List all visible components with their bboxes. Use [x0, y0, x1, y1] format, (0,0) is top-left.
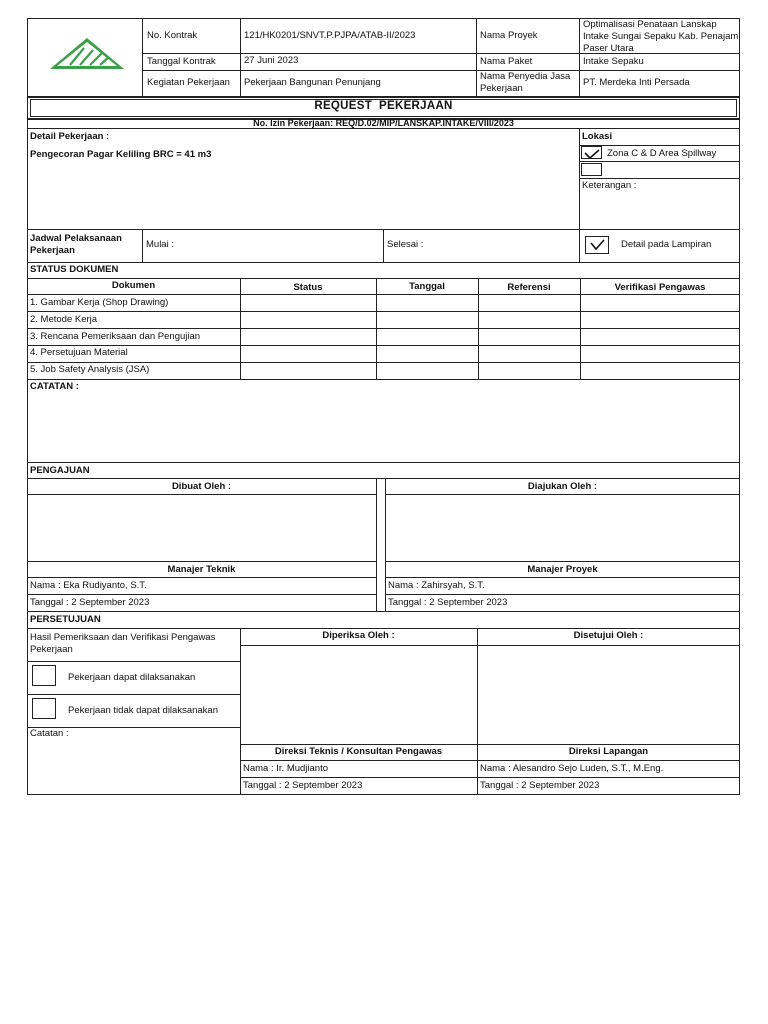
kegiatan-label: Kegiatan Pekerjaan	[147, 77, 230, 88]
diperiksa-oleh-label: Diperiksa Oleh :	[322, 630, 395, 641]
col-referensi: Referensi	[507, 282, 551, 293]
tanggal-kontrak-value: 27 Juni 2023	[244, 55, 299, 66]
hasil-pemeriksaan-label: Hasil Pemeriksaan dan Verifikasi Pengawas Pekerjaan	[30, 632, 216, 655]
lampiran-label: Detail pada Lampiran	[621, 239, 712, 250]
table-row: 4. Persetujuan Material	[30, 347, 128, 358]
lokasi-option2-checkbox[interactable]	[581, 163, 602, 176]
dibuat-oleh-label: Dibuat Oleh :	[171, 481, 232, 492]
lokasi-option1-label: Zona C & D Area Spillway	[607, 148, 717, 159]
table-row: 2. Metode Kerja	[30, 314, 98, 325]
page-title: REQUEST PEKERJAAN	[314, 100, 453, 112]
nama-paket-value: Intake Sepaku	[583, 56, 644, 67]
col-tanggal: Tanggal	[409, 281, 445, 292]
pengajuan-left-name: Nama : Eka Rudiyanto, S.T.	[30, 580, 147, 591]
mulai-label: Mulai :	[146, 239, 174, 250]
col-status: Status	[293, 282, 323, 293]
col-dokumen: Dokumen	[111, 280, 156, 291]
diajukan-oleh-label: Diajukan Oleh :	[527, 481, 598, 492]
nama-proyek-value: Optimalisasi Penataan Lanskap Intake Sungai Sepaku Kab. Penajam Paser Utara	[583, 19, 739, 54]
persetujuan-right-name: Nama : Alesandro Sejo Luden, S.T., M.Eng.	[480, 763, 664, 774]
penyedia-value: PT. Merdeka Inti Persada	[583, 77, 690, 88]
status-dokumen-label: STATUS DOKUMEN	[30, 264, 119, 275]
table-row: 5. Job Safety Analysis (JSA)	[30, 364, 150, 375]
no-kontrak-value: 121/HK0201/SNVT.P.PJPA/ATAB-II/2023	[244, 30, 416, 41]
company-logo	[48, 36, 126, 72]
pengajuan-right-role: Manajer Proyek	[527, 564, 598, 575]
pengajuan-right-name: Nama : Zahirsyah, S.T.	[388, 580, 485, 591]
no-kontrak-label: No. Kontrak	[147, 30, 198, 41]
dapat-dilaksanakan-label: Pekerjaan dapat dilaksanakan	[68, 672, 196, 683]
tidak-dilaksanakan-label: Pekerjaan tidak dapat dilaksanakan	[68, 705, 218, 716]
pengajuan-label: PENGAJUAN	[30, 465, 90, 476]
table-row: 3. Rencana Pemeriksaan dan Pengujian	[30, 331, 201, 342]
detail-value: Pengecoran Pagar Keliling BRC = 41 m3	[30, 149, 212, 160]
persetujuan-left-name: Nama : Ir. Mudjianto	[243, 763, 329, 774]
disetujui-oleh-label: Disetujui Oleh :	[573, 630, 644, 641]
pengajuan-left-date: Tanggal : 2 September 2023	[30, 597, 150, 608]
persetujuan-left-role: Direksi Teknis / Konsultan Pengawas	[274, 746, 443, 757]
kegiatan-value: Pekerjaan Bangunan Penunjang	[244, 77, 381, 88]
pengajuan-left-role: Manajer Teknik	[167, 564, 236, 575]
tanggal-kontrak-label: Tanggal Kontrak	[147, 56, 216, 67]
persetujuan-label: PERSETUJUAN	[30, 614, 101, 625]
keterangan-label: Keterangan :	[582, 180, 637, 191]
persetujuan-left-date: Tanggal : 2 September 2023	[243, 780, 363, 791]
lokasi-option1-checkbox[interactable]	[581, 146, 602, 159]
jadwal-label: Jadwal Pelaksanaan Pekerjaan	[30, 233, 122, 256]
col-verifikasi: Verifikasi Pengawas	[614, 282, 706, 293]
pengajuan-right-date: Tanggal : 2 September 2023	[388, 597, 508, 608]
selesai-label: Selesai :	[387, 239, 424, 250]
catatan-label: CATATAN :	[30, 381, 79, 392]
nama-paket-label: Nama Paket	[480, 56, 533, 67]
persetujuan-catatan-label: Catatan :	[30, 728, 69, 739]
dapat-dilaksanakan-checkbox[interactable]	[32, 665, 56, 686]
persetujuan-right-role: Direksi Lapangan	[568, 746, 649, 757]
penyedia-label: Nama Penyedia Jasa Pekerjaan	[480, 71, 571, 94]
lokasi-label: Lokasi	[582, 131, 613, 142]
table-row: 1. Gambar Kerja (Shop Drawing)	[30, 297, 169, 308]
nama-proyek-label: Nama Proyek	[480, 30, 538, 41]
tidak-dilaksanakan-checkbox[interactable]	[32, 698, 56, 719]
izin-number: No. Izin Pekerjaan: REQ/D.02/MIP/LANSKAP.INTAKE/VIII/2023	[253, 118, 514, 128]
lampiran-checkbox[interactable]	[585, 236, 609, 254]
detail-label: Detail Pekerjaan :	[30, 131, 110, 142]
persetujuan-right-date: Tanggal : 2 September 2023	[480, 780, 600, 791]
